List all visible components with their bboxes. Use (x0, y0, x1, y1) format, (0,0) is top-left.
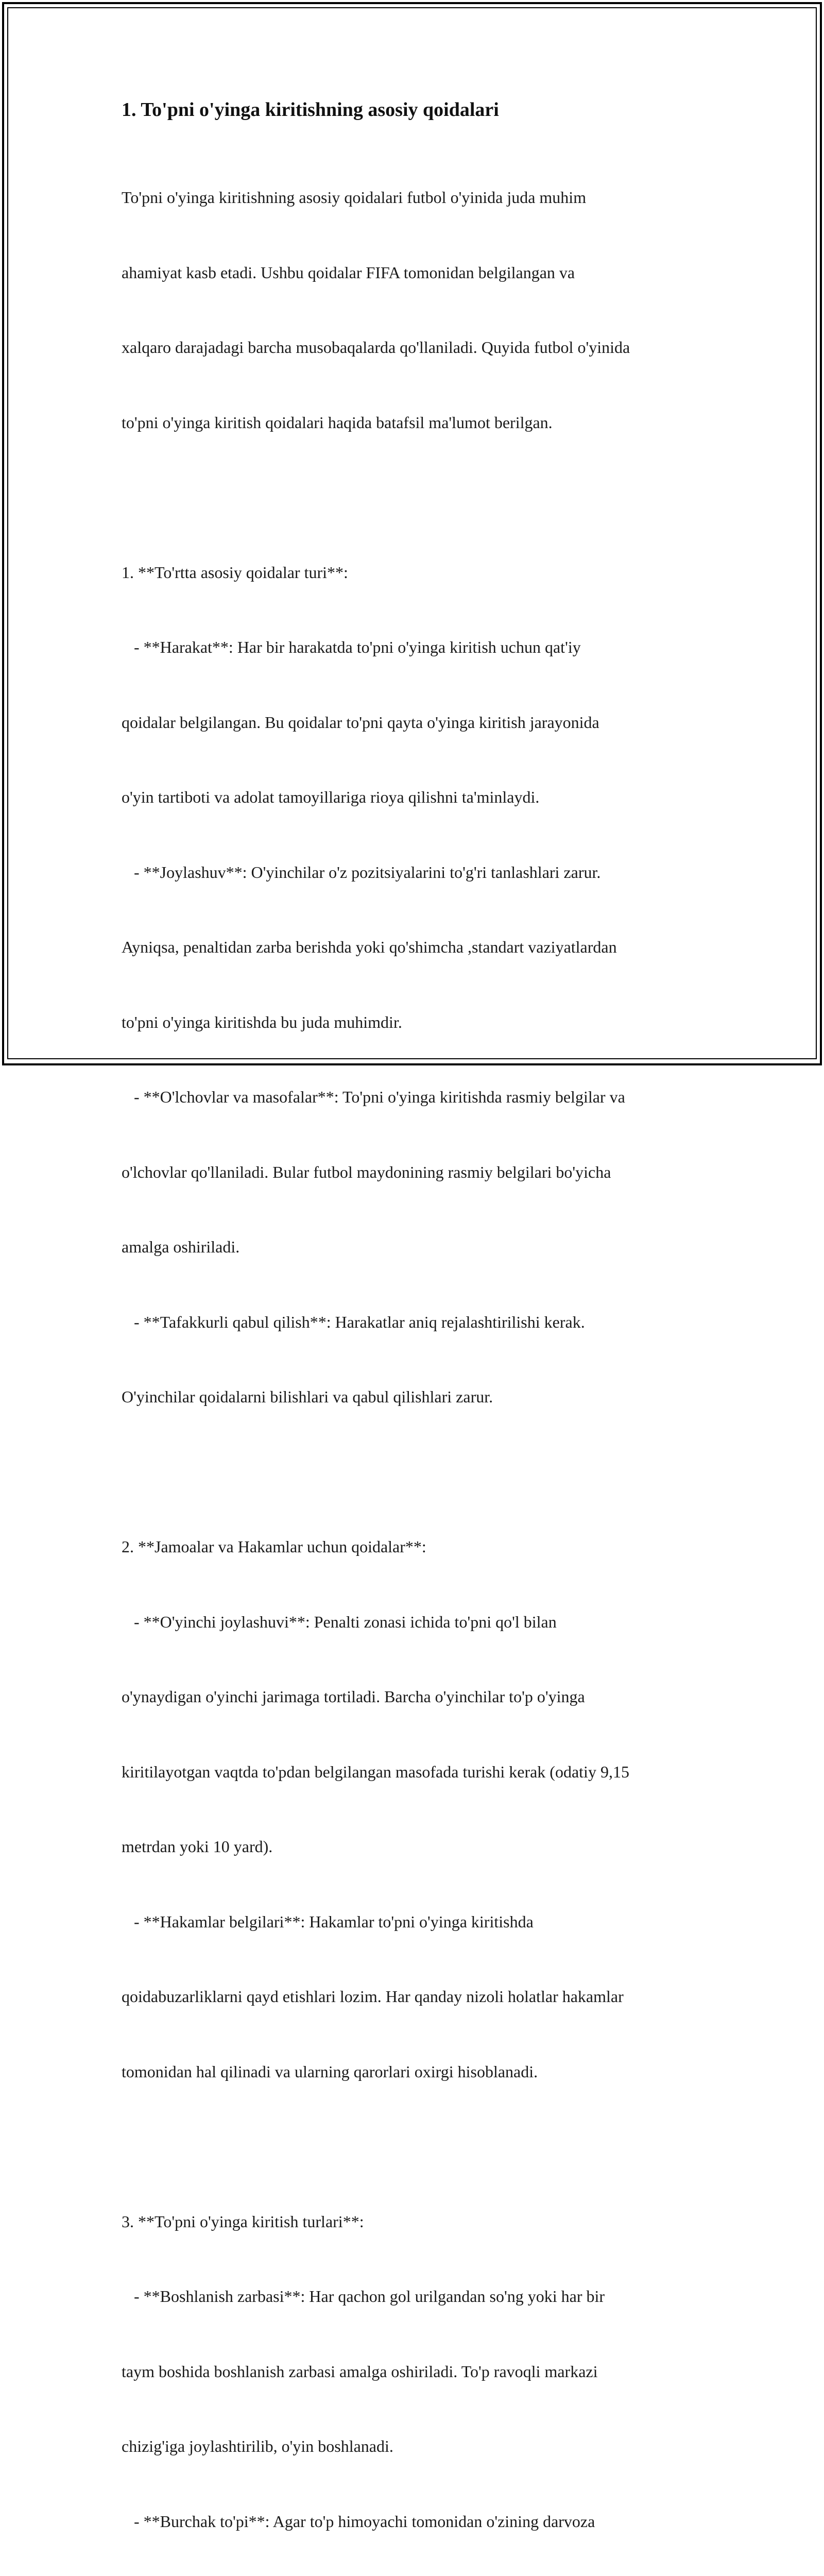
text-line: to'pni o'yinga kiritishda bu juda muhimdir. (122, 1012, 402, 1031)
document-text (122, 135, 714, 2576)
blank-line (122, 1460, 714, 1485)
text-line: o'ynaydigan o'yinchi jarimaga tortiladi. Barcha o'yinchilar to'p o'yinga (122, 1687, 585, 1706)
blank-line (122, 2134, 714, 2159)
text-line: xalqaro darajadagi barcha musobaqalarda qo'llaniladi. Quyida futbol o'yinida (122, 338, 630, 357)
text-line: to'pni o'yinga kiritish qoidalari haqida batafsil ma'lumot berilgan. (122, 413, 553, 432)
text-line: - **Boshlanish zarbasi**: Har qachon gol urilgandan so'ng yoki har bir (122, 2287, 605, 2306)
blank-line (122, 485, 714, 510)
text-line: Ayniqsa, penaltidan zarba berishda yoki qo'shimcha ,standart vaziyatlardan (122, 938, 617, 956)
text-line: tomonidan hal qilinadi va ularning qarorlari oxirgi hisoblanadi. (122, 2062, 538, 2081)
text-line: qoidalar belgilangan. Bu qoidalar to'pni qayta o'yinga kiritish jarayonida (122, 713, 599, 732)
text-line: ahamiyat kasb etadi. Ushbu qoidalar FIFA tomonidan belgilangan va (122, 263, 575, 282)
text-line: kiritilayotgan vaqtda to'pdan belgilangan masofada turishi kerak (odatiy 9,15 (122, 1762, 629, 1781)
text-line: chizig'iga joylashtirilib, o'yin boshlanadi. (122, 2437, 393, 2455)
text-line: - **Hakamlar belgilari**: Hakamlar to'pni o'yinga kiritishda (122, 1912, 534, 1931)
section-heading: 1. **To'rtta asosiy qoidalar turi**: (122, 563, 348, 582)
text-line: o'lchovlar qo'llaniladi. Bular futbol maydonining rasmiy belgilari bo'yicha (122, 1162, 611, 1181)
text-line: - **O'lchovlar va masofalar**: To'pni o'yinga kiritishda rasmiy belgilar va (122, 1088, 625, 1106)
text-line: - **Tafakkurli qabul qilish**: Harakatlar aniq rejalashtirilishi kerak. (122, 1312, 585, 1331)
text-line: o'yin tartiboti va adolat tamoyillariga rioya qilishni ta'minlaydi. (122, 788, 540, 806)
text-line: metrdan yoki 10 yard). (122, 1837, 273, 1856)
text-line: - **Harakat**: Har bir harakatda to'pni o'yinga kiritish uchun qat'iy (122, 638, 581, 656)
text-line: taym boshida boshlanish zarbasi amalga oshiriladi. To'p ravoqli markazi (122, 2362, 598, 2381)
document-body (122, 96, 714, 2576)
text-line: - **Joylashuv**: O'yinchilar o'z pozitsiyalarini to'g'ri tanlashlari zarur. (122, 862, 601, 882)
document-title: 1. To'pni o'yinga kiritishning asosiy qoidalari (122, 99, 499, 121)
text-line: - **O'yinchi joylashuvi**: Penalti zonasi ichida to'pni qo'l bilan (122, 1612, 557, 1631)
text-line: amalga oshiriladi. (122, 1238, 240, 1256)
text-line: To'pni o'yinga kiritishning asosiy qoidalari futbol o'yinida juda muhim (122, 188, 587, 207)
text-line: O'yinchilar qoidalarni bilishlari va qabul qilishlari zarur. (122, 1387, 493, 1406)
section-heading: 3. **To'pni o'yinga kiritish turlari**: (122, 2212, 364, 2231)
text-line: - **Burchak to'pi**: Agar to'p himoyachi tomonidan o'zining darvoza (122, 2512, 595, 2531)
text-line: qoidabuzarliklarni qayd etishlari lozim. Har qanday nizoli holatlar hakamlar (122, 1987, 624, 2006)
section-heading: 2. **Jamoalar va Hakamlar uchun qoidalar**: (122, 1537, 426, 1556)
